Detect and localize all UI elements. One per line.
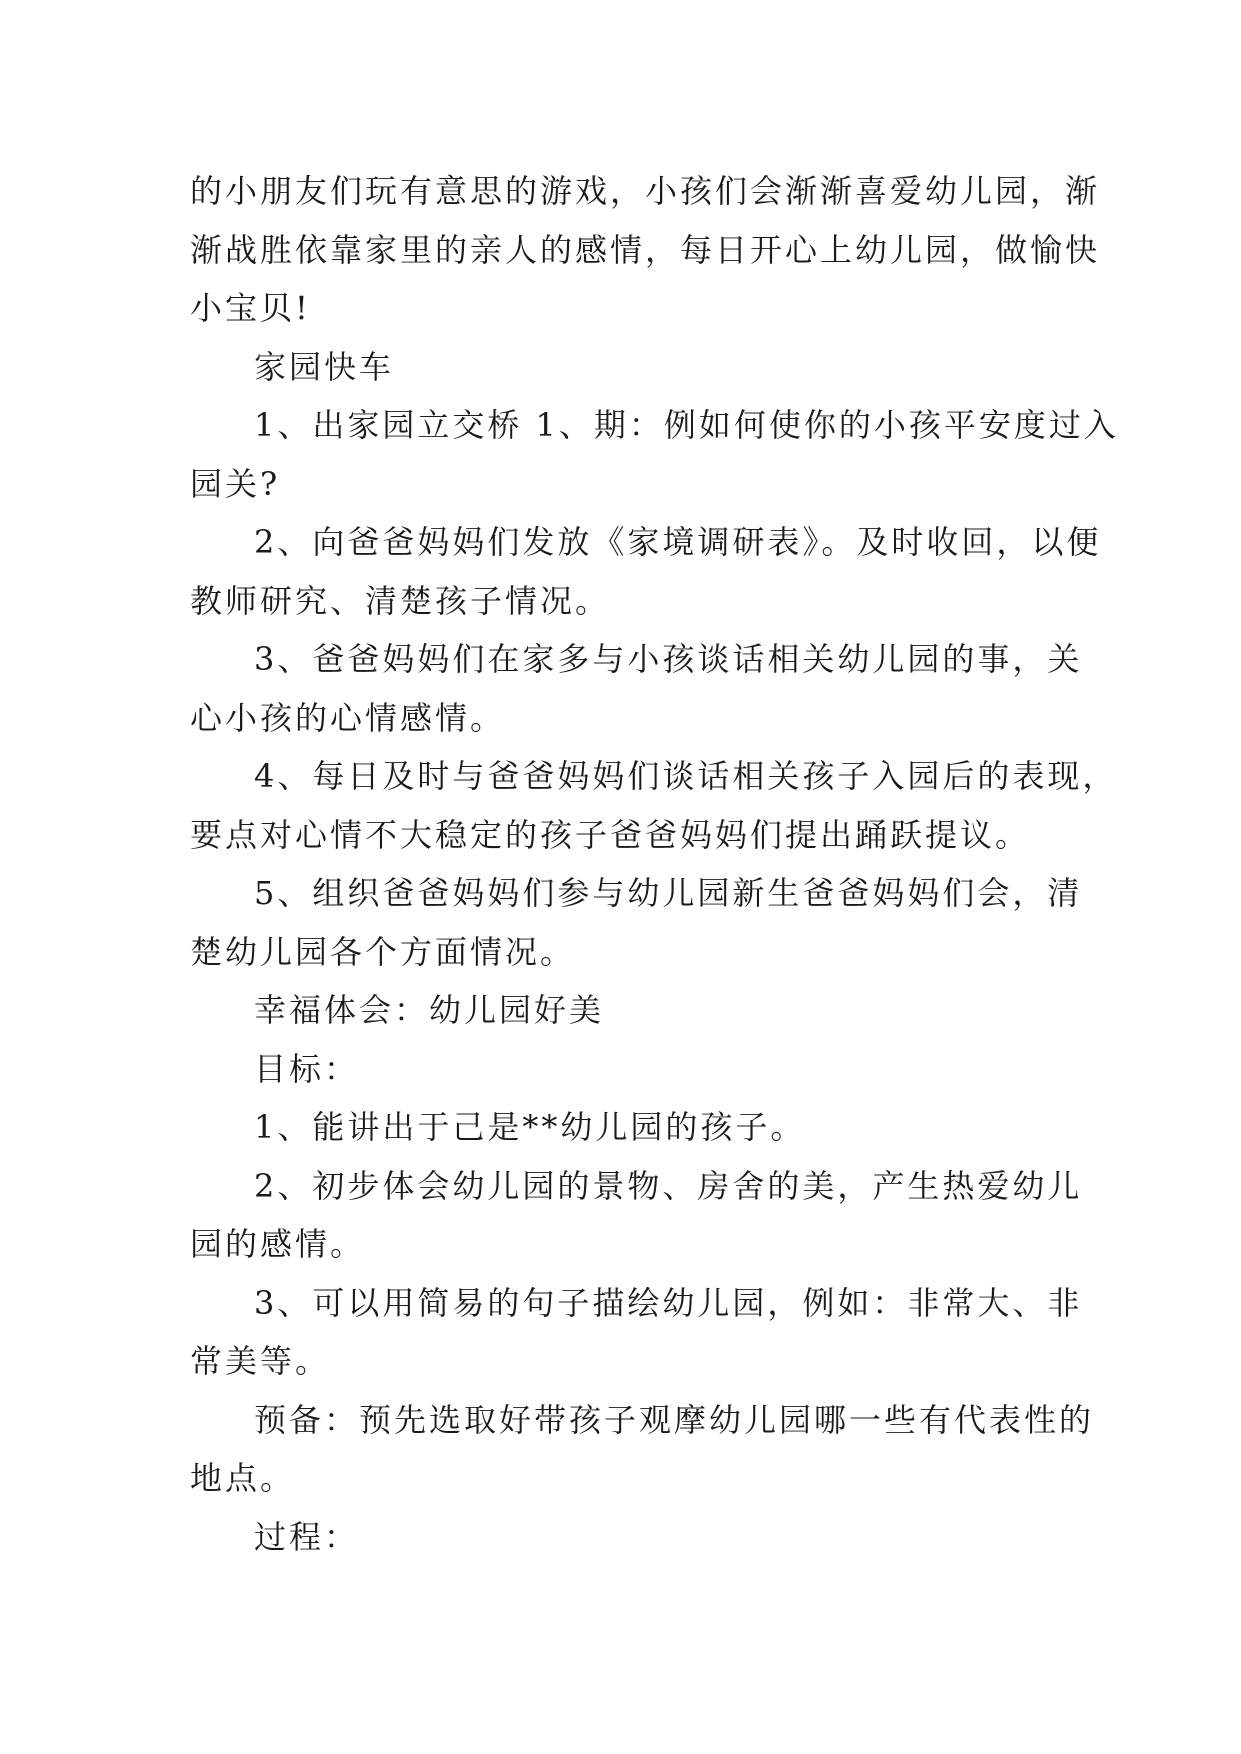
document-body bbox=[190, 162, 1119, 1566]
text-line: 的小朋友们玩有意思的游戏，小孩们会渐渐喜爱幼儿园，渐 bbox=[190, 172, 1101, 210]
text-line: 教师研究、清楚孩子情况。 bbox=[190, 581, 611, 620]
text-line: 园的感情。 bbox=[190, 1225, 366, 1263]
text-line: 5、组织爸爸妈妈们参与幼儿园新生爸爸妈妈们会，清 bbox=[254, 874, 1083, 912]
paragraph bbox=[190, 981, 1050, 1040]
text-line: 1、能讲出于己是**幼儿园的孩子。 bbox=[254, 1108, 806, 1146]
text-line: 楚幼儿园各个方面情况。 bbox=[190, 932, 576, 971]
text-line: 4、每日及时与爸爸妈妈们谈话相关孩子入园后的表现， bbox=[254, 757, 1118, 795]
paragraph bbox=[190, 513, 1102, 630]
paragraph bbox=[190, 1098, 1050, 1157]
text-line: 常美等。 bbox=[190, 1342, 331, 1380]
paragraph bbox=[190, 1157, 1083, 1274]
text-line: 3、爸爸妈妈们在家多与小孩谈话相关幼儿园的事，关 bbox=[254, 640, 1083, 678]
text-line: 渐战胜依靠家里的亲人的感情，每日开心上幼儿园，做愉快 bbox=[190, 230, 1101, 269]
text-line: 过程： bbox=[254, 1517, 360, 1556]
paragraph bbox=[190, 396, 1119, 513]
text-line: 幸福体会：幼儿园好美 bbox=[254, 991, 605, 1029]
paragraph bbox=[190, 1040, 1050, 1099]
text-line: 小宝贝! bbox=[190, 289, 311, 327]
text-line: 要点对心情不大稳定的孩子爸爸妈妈们提出踊跃提议。 bbox=[190, 815, 1031, 854]
text-line: 目标： bbox=[254, 1049, 360, 1088]
paragraph bbox=[190, 1274, 1083, 1391]
text-line: 2、初步体会幼儿园的景物、房舍的美，产生热爱幼儿 bbox=[254, 1166, 1083, 1205]
paragraph bbox=[190, 747, 1118, 864]
paragraph bbox=[190, 630, 1083, 747]
paragraph bbox=[190, 338, 1050, 397]
paragraph bbox=[190, 1391, 1095, 1508]
paragraph bbox=[190, 864, 1083, 981]
text-line: 家园快车 bbox=[254, 347, 395, 386]
text-line: 1、出家园立交桥 1、期：例如何使你的小孩平安度过入 bbox=[254, 406, 1119, 444]
text-line: 园关? bbox=[190, 464, 281, 503]
text-line: 3、可以用简易的句子描绘幼儿园，例如：非常大、非 bbox=[254, 1283, 1083, 1322]
text-line: 心小孩的心情感情。 bbox=[190, 698, 506, 737]
text-line: 地点。 bbox=[190, 1459, 296, 1497]
text-line: 2、向爸爸妈妈们发放《家境调研表》。及时收回，以便 bbox=[254, 523, 1102, 561]
text-line: 预备：预先选取好带孩子观摩幼儿园哪一些有代表性的 bbox=[254, 1400, 1095, 1439]
paragraph bbox=[190, 162, 1101, 338]
paragraph bbox=[190, 1508, 1050, 1567]
